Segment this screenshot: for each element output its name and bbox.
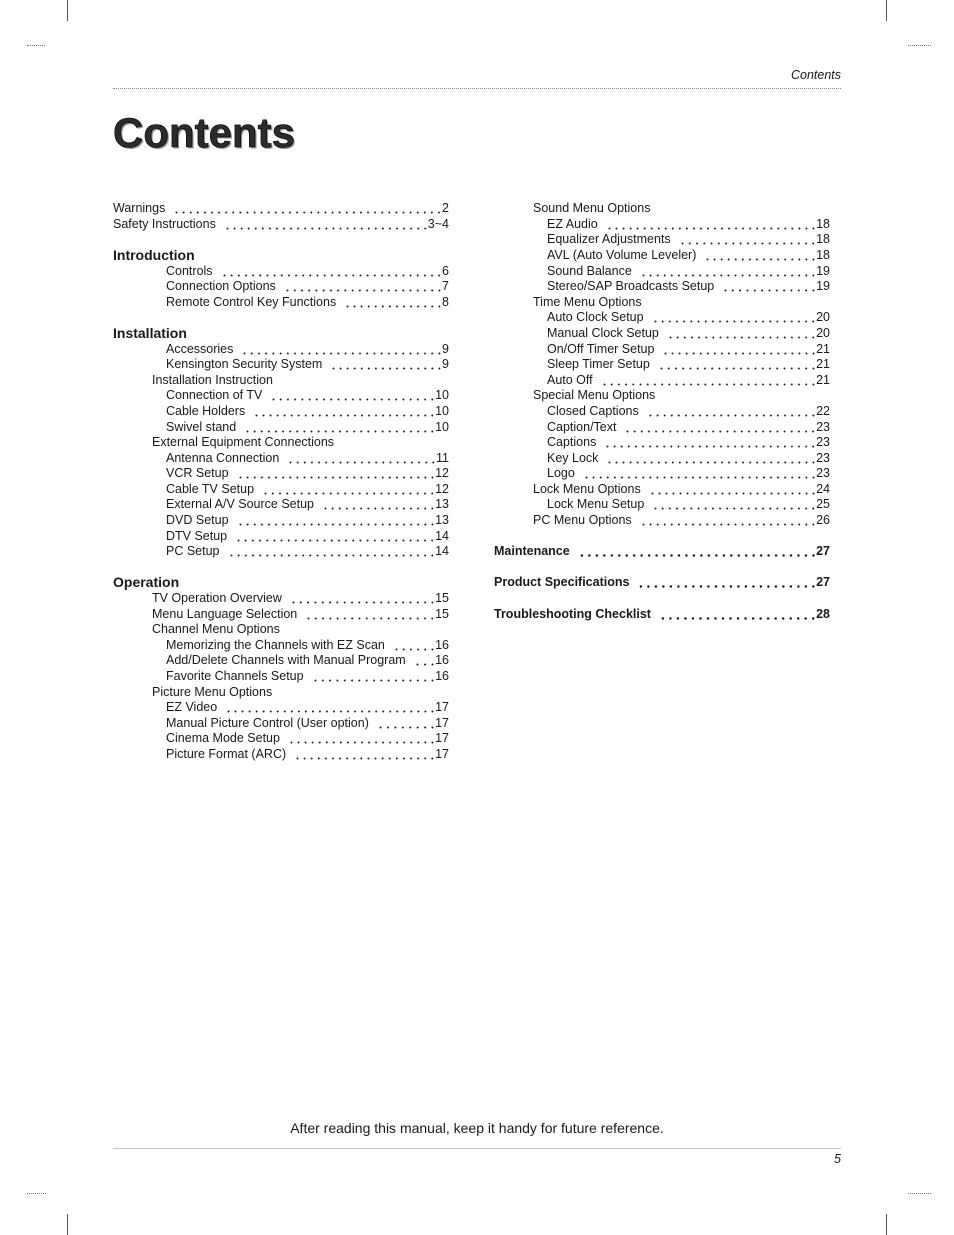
toc-page-number: 10 bbox=[435, 388, 449, 403]
toc-entry-label: TV Operation Overview bbox=[152, 591, 282, 606]
toc-entry-label: Installation Instruction bbox=[152, 372, 273, 387]
dot-leader bbox=[251, 404, 434, 420]
toc-entry bbox=[494, 435, 830, 451]
dot-leader bbox=[635, 575, 815, 591]
toc-page-number: 18 bbox=[816, 216, 830, 231]
toc-entry-label: External Equipment Connections bbox=[152, 435, 335, 450]
dot-leader bbox=[292, 747, 434, 763]
toc-entry-label: Connection of TV bbox=[166, 388, 263, 403]
dot-leader bbox=[622, 420, 815, 436]
dot-leader bbox=[647, 482, 815, 498]
toc-entry bbox=[494, 497, 830, 513]
toc-page-number: 10 bbox=[435, 403, 449, 418]
toc-page-number: 17 bbox=[435, 731, 449, 746]
dot-leader bbox=[268, 388, 434, 404]
toc-entry bbox=[113, 295, 449, 311]
dot-leader bbox=[650, 497, 815, 513]
crop-mark bbox=[27, 1193, 46, 1194]
toc-entry-label: Key Lock bbox=[547, 450, 599, 465]
toc-entry bbox=[494, 310, 830, 326]
toc-page-number: 14 bbox=[435, 544, 449, 559]
toc-entry-label: Maintenance bbox=[494, 544, 570, 559]
toc-page-number: 12 bbox=[435, 466, 449, 481]
toc-page-number: 19 bbox=[816, 279, 830, 294]
toc-page-number: 21 bbox=[816, 357, 830, 372]
toc-entry bbox=[113, 342, 449, 358]
toc-entry-label: Antenna Connection bbox=[166, 450, 280, 465]
crop-mark bbox=[67, 1214, 68, 1235]
toc-page-number: 24 bbox=[816, 481, 830, 496]
dot-leader bbox=[638, 264, 815, 280]
toc-entry bbox=[494, 466, 830, 482]
dot-leader bbox=[576, 544, 815, 560]
toc-entry-label: Auto Clock Setup bbox=[547, 310, 644, 325]
header-rule bbox=[113, 88, 841, 89]
toc-entry bbox=[113, 716, 449, 732]
toc-entry bbox=[113, 622, 449, 638]
toc-entry-label: Picture Menu Options bbox=[152, 684, 273, 699]
toc-entry bbox=[113, 451, 449, 467]
toc-page-number: 7 bbox=[442, 279, 449, 294]
dot-leader bbox=[604, 217, 815, 233]
dot-leader bbox=[233, 529, 434, 545]
toc-entry bbox=[113, 497, 449, 513]
toc-entry-label: Cable TV Setup bbox=[166, 481, 255, 496]
toc-entry-label: Warnings bbox=[113, 201, 166, 216]
toc-page-number: 15 bbox=[435, 606, 449, 621]
toc-page-number: 15 bbox=[435, 591, 449, 606]
toc-page-number: 27 bbox=[816, 575, 830, 590]
toc-entry-label: Auto Off bbox=[547, 372, 593, 387]
dot-leader bbox=[328, 357, 441, 373]
toc-page-number: 17 bbox=[435, 746, 449, 761]
toc-entry bbox=[494, 201, 830, 217]
dot-leader bbox=[260, 482, 434, 498]
toc-entry-label: VCR Setup bbox=[166, 466, 229, 481]
dot-leader bbox=[239, 342, 441, 358]
toc-chapter-heading: Installation bbox=[113, 324, 187, 341]
toc-page-number: 14 bbox=[435, 528, 449, 543]
toc-page-number: 9 bbox=[442, 341, 449, 356]
toc-page-number: 6 bbox=[442, 263, 449, 278]
dot-leader bbox=[288, 591, 434, 607]
toc-entry bbox=[494, 342, 830, 358]
toc-page-number: 23 bbox=[816, 466, 830, 481]
toc-entry bbox=[113, 653, 449, 669]
dot-leader bbox=[581, 466, 815, 482]
toc-entry-label: Troubleshooting Checklist bbox=[494, 606, 651, 621]
toc-page-number: 3~4 bbox=[427, 216, 449, 231]
toc-entry bbox=[113, 747, 449, 763]
toc-entry bbox=[113, 700, 449, 716]
page-title: Contents bbox=[113, 109, 295, 156]
toc-page-number: 26 bbox=[816, 513, 830, 528]
dot-leader bbox=[602, 435, 815, 451]
toc-entry bbox=[494, 217, 830, 233]
dot-leader bbox=[599, 373, 815, 389]
toc-entry bbox=[113, 544, 449, 560]
toc-entry-label: DVD Setup bbox=[166, 513, 229, 528]
dot-leader bbox=[604, 451, 815, 467]
toc-entry-label: Accessories bbox=[166, 341, 234, 356]
toc-page-number: 23 bbox=[816, 419, 830, 434]
dot-leader bbox=[171, 201, 441, 217]
toc-entry bbox=[113, 482, 449, 498]
toc-page-number: 8 bbox=[442, 294, 449, 309]
toc-entry-label: Connection Options bbox=[166, 279, 276, 294]
toc-entry-label: EZ Video bbox=[166, 700, 218, 715]
toc-entry-label: Caption/Text bbox=[547, 419, 617, 434]
toc-entry bbox=[494, 482, 830, 498]
toc-entry bbox=[113, 638, 449, 654]
toc-page-number: 20 bbox=[816, 310, 830, 325]
toc-page-number: 13 bbox=[435, 497, 449, 512]
toc-entry bbox=[494, 248, 830, 264]
toc-entry bbox=[494, 373, 830, 389]
toc-entry bbox=[113, 373, 449, 389]
toc-page-number: 17 bbox=[435, 700, 449, 715]
toc-entry bbox=[113, 217, 449, 233]
toc-page-number: 16 bbox=[435, 669, 449, 683]
toc-page-number: 23 bbox=[816, 435, 830, 450]
toc-entry bbox=[494, 326, 830, 342]
toc-entry bbox=[113, 669, 449, 685]
dot-leader bbox=[702, 248, 815, 264]
toc-entry bbox=[113, 466, 449, 482]
toc-entry-label: Sleep Timer Setup bbox=[547, 357, 650, 372]
toc-entry-label: Lock Menu Setup bbox=[547, 497, 645, 512]
toc-entry-label: EZ Audio bbox=[547, 216, 598, 231]
toc-entry bbox=[494, 279, 830, 295]
toc-page-number: 9 bbox=[442, 357, 449, 372]
toc-entry-label: Stereo/SAP Broadcasts Setup bbox=[547, 279, 715, 294]
toc-entry-label: Equalizer Adjustments bbox=[547, 232, 671, 247]
crop-mark bbox=[908, 1193, 931, 1194]
toc-chapter-list bbox=[494, 544, 830, 622]
toc-entry-label: DTV Setup bbox=[166, 528, 228, 543]
toc-entry bbox=[113, 435, 449, 451]
crop-mark bbox=[27, 45, 45, 46]
toc-chapter-entry bbox=[494, 575, 830, 591]
toc-entry-label: PC Menu Options bbox=[533, 513, 632, 528]
toc-page-number: 11 bbox=[436, 450, 449, 465]
toc-entry-label: Add/Delete Channels with Manual Program bbox=[166, 653, 406, 668]
dot-leader bbox=[650, 310, 816, 326]
toc-page-number: 18 bbox=[816, 247, 830, 262]
toc-page-number: 18 bbox=[816, 232, 830, 247]
toc-entry-label: Swivel stand bbox=[166, 419, 237, 434]
toc-entry bbox=[113, 357, 449, 373]
toc-entry-label: Captions bbox=[547, 435, 597, 450]
dot-leader bbox=[660, 342, 815, 358]
dot-leader bbox=[656, 357, 815, 373]
toc-entry bbox=[494, 295, 830, 311]
toc-page-number: 23 bbox=[816, 450, 830, 465]
footer-rule bbox=[113, 1148, 841, 1149]
toc-entry-label: Sound Menu Options bbox=[533, 201, 651, 216]
dot-leader bbox=[235, 466, 435, 482]
toc-entry bbox=[494, 388, 830, 404]
dot-leader bbox=[677, 232, 815, 248]
toc-entry bbox=[113, 420, 449, 436]
dot-leader bbox=[720, 279, 815, 295]
toc-page-number: 13 bbox=[435, 513, 449, 528]
toc-entry bbox=[494, 264, 830, 280]
toc-entry-label: Channel Menu Options bbox=[152, 622, 280, 637]
dot-leader bbox=[645, 404, 815, 420]
toc-page-number: 10 bbox=[435, 419, 449, 434]
toc-entry bbox=[113, 731, 449, 747]
dot-leader bbox=[342, 295, 441, 311]
toc-page-number: 16 bbox=[435, 637, 449, 652]
toc-entry bbox=[113, 388, 449, 404]
toc-page-number: 27 bbox=[816, 544, 830, 559]
dot-leader bbox=[242, 420, 434, 436]
dot-leader bbox=[412, 653, 434, 669]
toc-page-number: 16 bbox=[435, 653, 449, 668]
toc-entry bbox=[494, 232, 830, 248]
dot-leader bbox=[222, 217, 427, 233]
toc-page-number: 20 bbox=[816, 325, 830, 340]
toc-entry bbox=[494, 451, 830, 467]
toc-chapter-heading: Introduction bbox=[113, 246, 195, 263]
dot-leader bbox=[310, 669, 435, 685]
toc-page-number: 12 bbox=[435, 481, 449, 496]
crop-mark bbox=[886, 0, 887, 21]
crop-mark bbox=[67, 0, 68, 21]
toc-entry-label: External A/V Source Setup bbox=[166, 497, 315, 512]
toc-entry-label: Manual Picture Control (User option) bbox=[166, 715, 369, 730]
toc-entry-label: On/Off Timer Setup bbox=[547, 341, 655, 356]
toc-entry bbox=[113, 607, 449, 623]
toc-entry-label: AVL (Auto Volume Leveler) bbox=[547, 247, 697, 262]
toc-entry bbox=[113, 201, 449, 217]
toc-entry bbox=[494, 420, 830, 436]
toc-entry-label: Controls bbox=[166, 263, 213, 278]
dot-leader bbox=[638, 513, 815, 529]
toc-entry bbox=[113, 404, 449, 420]
dot-leader bbox=[285, 451, 435, 467]
toc-left-column bbox=[113, 201, 449, 762]
toc-entry bbox=[113, 591, 449, 607]
toc-entry-label: PC Setup bbox=[166, 544, 220, 559]
toc-chapter-entry bbox=[494, 544, 830, 560]
toc-entry-label: Sound Balance bbox=[547, 263, 632, 278]
toc-entry-label: Manual Clock Setup bbox=[547, 325, 659, 340]
toc-entry-label: Product Specifications bbox=[494, 575, 630, 590]
toc-chapter-heading: Operation bbox=[113, 574, 180, 591]
toc-entry bbox=[494, 357, 830, 373]
toc-entry-label: Memorizing the Channels with EZ Scan bbox=[166, 637, 385, 652]
toc-entry-label: Lock Menu Options bbox=[533, 481, 641, 496]
running-header-title: Contents bbox=[790, 68, 841, 82]
dot-leader bbox=[226, 544, 435, 560]
toc-page-number: 19 bbox=[816, 263, 830, 278]
dot-leader bbox=[303, 607, 434, 623]
toc-page-number: 21 bbox=[816, 341, 830, 356]
toc-entry-label: Logo bbox=[547, 466, 575, 481]
dot-leader bbox=[391, 638, 434, 654]
dot-leader bbox=[665, 326, 815, 342]
dot-leader bbox=[286, 731, 434, 747]
toc-entry bbox=[113, 264, 449, 280]
toc-entry-label: Time Menu Options bbox=[533, 294, 642, 309]
toc-entry-label: Picture Format (ARC) bbox=[166, 746, 287, 761]
toc-entry-label: Safety Instructions bbox=[113, 216, 216, 231]
toc-page-number: 21 bbox=[816, 372, 830, 387]
toc-entry-label: Closed Captions bbox=[547, 403, 639, 418]
toc-entry-label: Kensington Security System bbox=[166, 357, 323, 372]
toc-entry bbox=[113, 279, 449, 295]
toc-entry-label: Menu Language Selection bbox=[152, 606, 298, 621]
dot-leader bbox=[223, 700, 434, 716]
toc-entry bbox=[494, 513, 830, 529]
dot-leader bbox=[657, 607, 815, 623]
toc-entry bbox=[494, 404, 830, 420]
toc-page-number: 2 bbox=[442, 201, 449, 216]
crop-mark bbox=[886, 1214, 887, 1235]
toc-page-number: 25 bbox=[816, 497, 830, 512]
toc-page-number: 28 bbox=[816, 606, 830, 621]
toc-entry-label: Cable Holders bbox=[166, 403, 246, 418]
toc-entry bbox=[113, 685, 449, 701]
dot-leader bbox=[375, 716, 434, 732]
toc-right-column bbox=[494, 201, 830, 622]
toc-page-number: 17 bbox=[435, 715, 449, 730]
toc-entry-label: Favorite Channels Setup bbox=[166, 669, 304, 683]
toc-entry bbox=[113, 529, 449, 545]
crop-mark bbox=[908, 45, 931, 46]
footer-note: After reading this manual, keep it handy for future reference. bbox=[290, 1120, 664, 1136]
dot-leader bbox=[320, 497, 434, 513]
toc-entry-label: Remote Control Key Functions bbox=[166, 294, 337, 309]
dot-leader bbox=[235, 513, 435, 529]
toc-entry-label: Cinema Mode Setup bbox=[166, 731, 280, 746]
toc-entry bbox=[113, 513, 449, 529]
dot-leader bbox=[282, 279, 441, 295]
dot-leader bbox=[219, 264, 442, 280]
toc-page-number: 22 bbox=[816, 403, 830, 418]
page-number: 5 bbox=[834, 1152, 841, 1166]
toc-chapter-entry bbox=[494, 607, 830, 623]
toc-entry-label: Special Menu Options bbox=[533, 388, 656, 403]
